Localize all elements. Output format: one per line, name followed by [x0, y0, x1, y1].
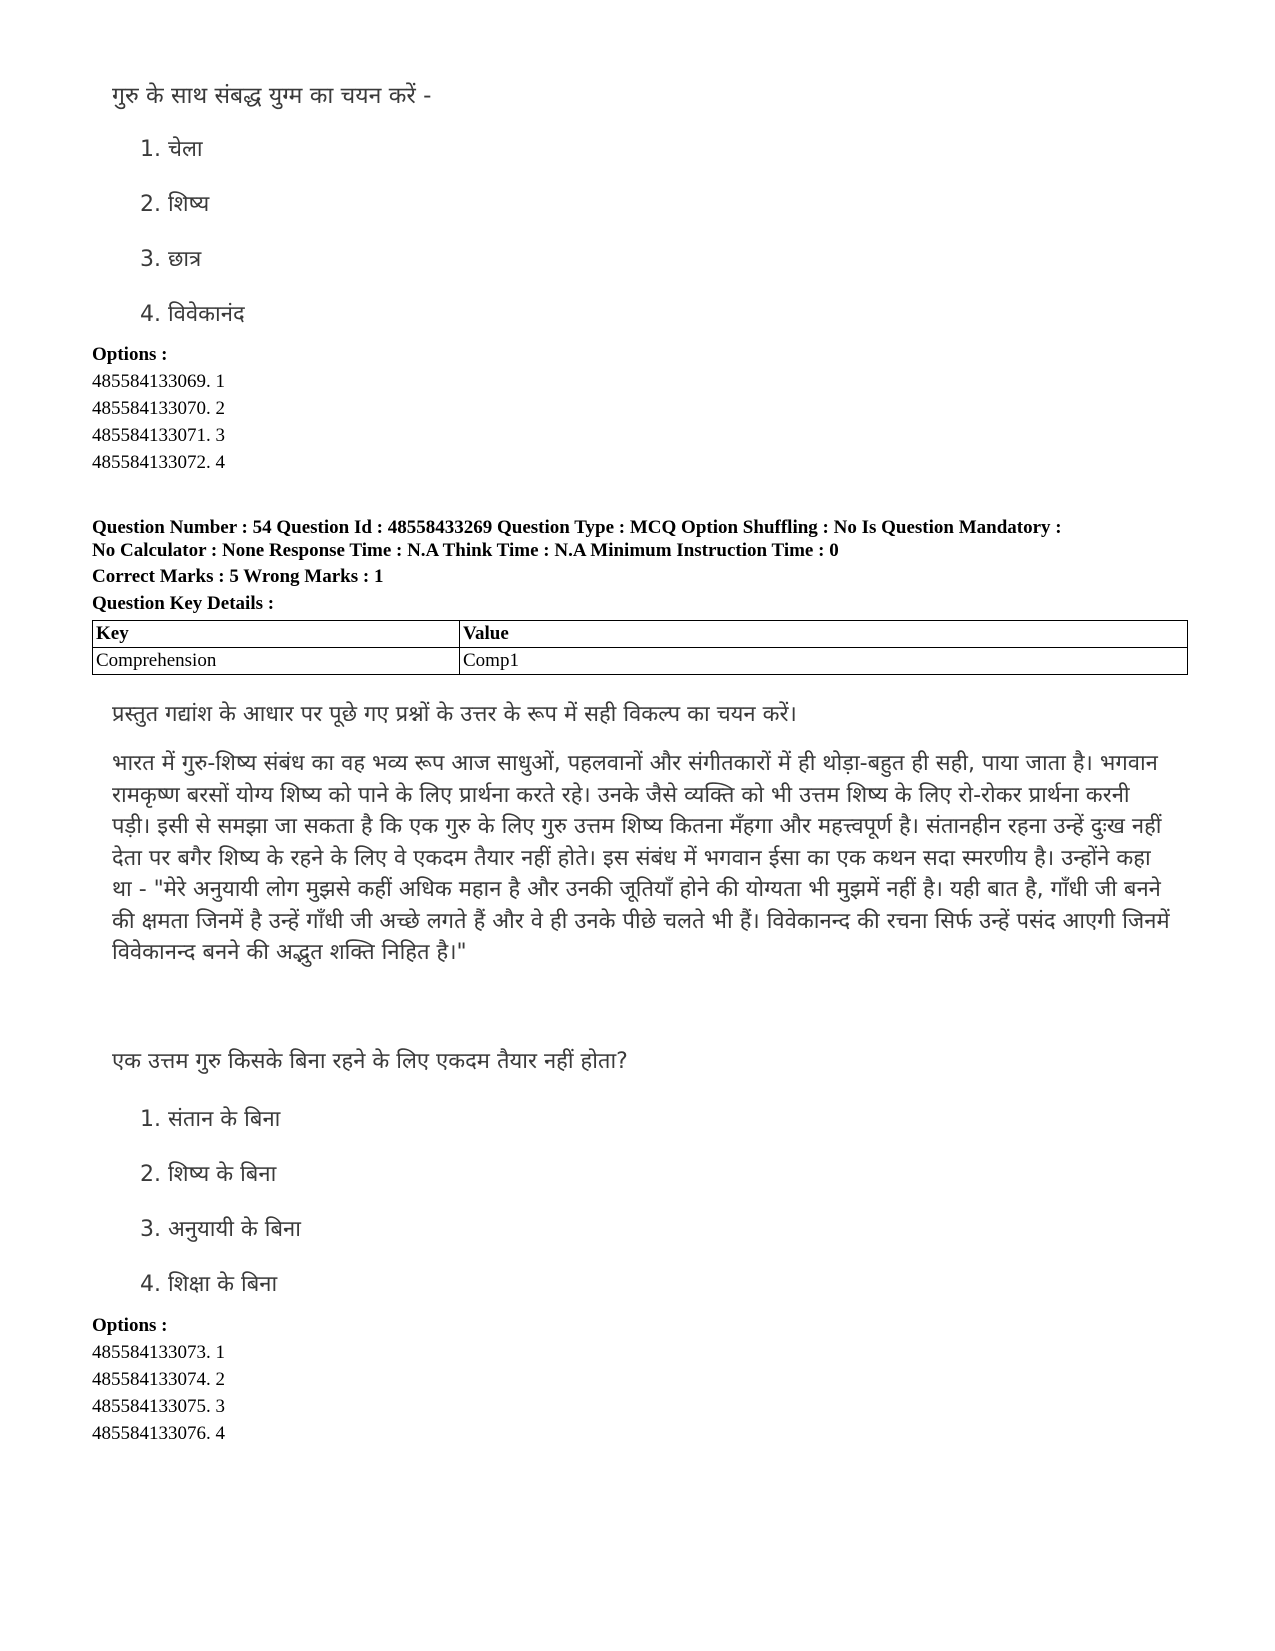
- q1-option-1: 485584133069. 1: [92, 371, 225, 392]
- table-header-value: Value: [460, 621, 1188, 648]
- q2-choice-3: 3. अनुयायी के बिना: [140, 1217, 301, 1242]
- q1-option-4: 485584133072. 4: [92, 452, 225, 473]
- q1-choice-2: 2. शिष्य: [140, 192, 210, 217]
- q2-choice-2: 2. शिष्य के बिना: [140, 1162, 277, 1187]
- q2-meta-line-1: Question Number : 54 Question Id : 48558433269 Question Type : MCQ Option Shuffling : No Is Question Mandatory :: [92, 517, 1062, 538]
- q2-key-details-label: Question Key Details :: [92, 593, 275, 614]
- q2-option-2: 485584133074. 2: [92, 1369, 225, 1390]
- q2-options-label: Options :: [92, 1315, 168, 1336]
- q1-choice-3: 3. छात्र: [140, 247, 202, 272]
- q1-options-label: Options :: [92, 344, 168, 365]
- q2-marks: Correct Marks : 5 Wrong Marks : 1: [92, 566, 384, 587]
- q2-passage: भारत में गुरु-शिष्य संबंध का वह भव्य रूप आज साधुओं, पहलवानों और संगीतकारों में ही थोड़ा-बहुत ही सही, पाया जाता है। भगवान रामकृष्ण बरसों योग्य शिष्य को पाने के लिए प्रार्थना करते रहे। उनके जैसे व्यक्ति को भी उत्तम शिष्य के लिए रो-रोकर प्रार्थना करनी पड़ी। इसी से समझा जा सकता है कि एक गुरु के लिए गुरु उत्तम शिष्य कितना मँहगा और महत्त्वपूर्ण है। संतानहीन रहना उन्हें दुःख नहीं देता पर बगैर शिष्य के रहने के लिए वे एकदम तैयार नहीं होते। इस संबंध में भगवान ईसा का एक कथन सदा स्मरणीय है। उन्होंने कहा था - "मेरे अनुयायी लोग मुझसे कहीं अधिक महान है और उनकी जूतियाँ होने की योग्यता भी मुझमें नहीं है। यही बात है, गाँधी जी बनने की क्षमता जिनमें है उन्हें गाँधी जी अच्छे लगते हैं और वे ही उनके पीछे चलते भी हैं। विवेकानन्द की रचना सिर्फ उन्हें पसंद आएगी जिनमें विवेकानन्द बनने की अद्भुत शक्ति निहित है।": [112, 751, 1170, 965]
- table-cell-value: Comp1: [460, 648, 1188, 675]
- q2-choice-1: 1. संतान के बिना: [140, 1107, 281, 1132]
- q2-choice-4: 4. शिक्षा के बिना: [140, 1272, 278, 1297]
- q2-option-1: 485584133073. 1: [92, 1342, 225, 1363]
- table-cell-key: Comprehension: [93, 648, 460, 675]
- q1-choice-4: 4. विवेकानंद: [140, 302, 245, 327]
- table-header-key: Key: [93, 621, 460, 648]
- q2-option-4: 485584133076. 4: [92, 1423, 225, 1444]
- q2-meta: [92, 516, 1202, 562]
- table-row: [93, 648, 1188, 675]
- q1-choice-1: 1. चेला: [140, 137, 203, 162]
- q1-option-3: 485584133071. 3: [92, 425, 225, 446]
- table-header-row: [93, 621, 1188, 648]
- q1-prompt: गुरु के साथ संबद्ध युग्म का चयन करें -: [112, 83, 432, 109]
- q1-option-2: 485584133070. 2: [92, 398, 225, 419]
- key-details-table: [92, 620, 1188, 675]
- q2-prompt: एक उत्तम गुरु किसके बिना रहने के लिए एकदम तैयार नहीं होता?: [112, 1049, 628, 1074]
- q2-option-3: 485584133075. 3: [92, 1396, 225, 1417]
- q2-instruction: प्रस्तुत गद्यांश के आधार पर पूछे गए प्रश्नों के उत्तर के रूप में सही विकल्प का चयन करें।: [112, 702, 797, 727]
- q2-meta-line-2: No Calculator : None Response Time : N.A Think Time : N.A Minimum Instruction Time : 0: [92, 540, 839, 561]
